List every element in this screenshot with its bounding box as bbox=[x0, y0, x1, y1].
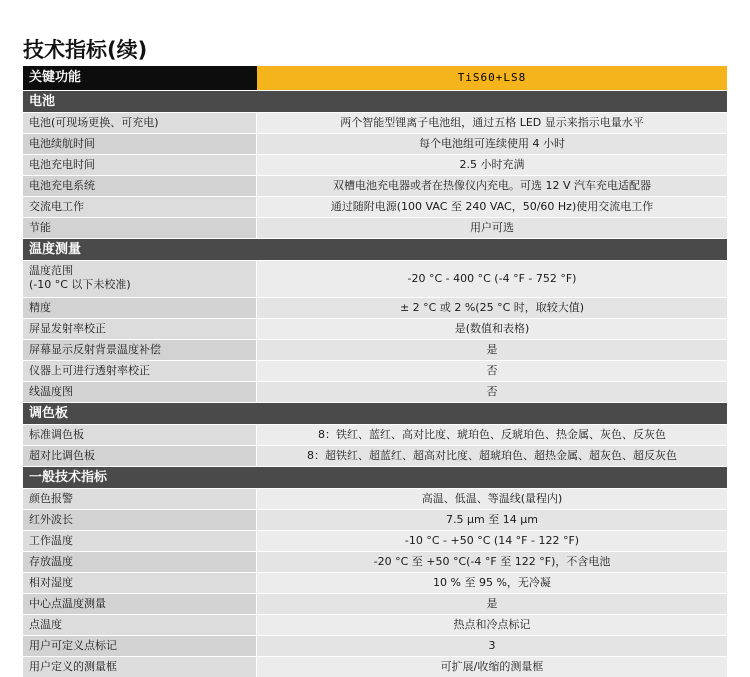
table-row bbox=[23, 424, 727, 445]
table-row bbox=[23, 154, 727, 175]
row-value: 否 bbox=[257, 361, 727, 381]
row-label bbox=[23, 261, 257, 297]
row-label: 交流电工作 bbox=[23, 197, 257, 217]
section-general bbox=[23, 488, 727, 677]
model-column-header: TiS60+LS8 bbox=[257, 66, 727, 90]
row-value: 热点和冷点标记 bbox=[257, 615, 727, 635]
row-value: 是(数值和表格) bbox=[257, 319, 727, 339]
row-label: 红外波长 bbox=[23, 510, 257, 530]
spec-table bbox=[23, 66, 727, 677]
row-label: 线温度图 bbox=[23, 382, 257, 402]
row-value: 是 bbox=[257, 594, 727, 614]
row-label: 超对比调色板 bbox=[23, 446, 257, 466]
page-title: 技术指标(续) bbox=[23, 38, 148, 62]
row-label-line: 温度范围 bbox=[29, 264, 73, 277]
section-header-palette: 调色板 bbox=[23, 402, 727, 424]
table-row bbox=[23, 260, 727, 297]
table-row bbox=[23, 635, 727, 656]
row-value: 8：铁红、蓝红、高对比度、琥珀色、反琥珀色、热金属、灰色、反灰色 bbox=[257, 425, 727, 445]
table-row bbox=[23, 656, 727, 677]
row-value: 2.5 小时充满 bbox=[257, 155, 727, 175]
row-label: 电池续航时间 bbox=[23, 134, 257, 154]
table-row bbox=[23, 551, 727, 572]
row-value: -20 °C - 400 °C (-4 °F - 752 °F) bbox=[257, 261, 727, 297]
table-header bbox=[23, 66, 727, 90]
section-header-temperature: 温度测量 bbox=[23, 238, 727, 260]
row-label: 用户可定义点标记 bbox=[23, 636, 257, 656]
table-row bbox=[23, 112, 727, 133]
row-label: 仪器上可进行透射率校正 bbox=[23, 361, 257, 381]
row-value: 8：超铁红、超蓝红、超高对比度、超琥珀色、超热金属、超灰色、超反灰色 bbox=[257, 446, 727, 466]
row-value: 两个智能型锂离子电池组，通过五格 LED 显示来指示电量水平 bbox=[257, 113, 727, 133]
row-value: 高温、低温、等温线(量程内) bbox=[257, 489, 727, 509]
section-battery bbox=[23, 112, 727, 238]
row-label: 工作温度 bbox=[23, 531, 257, 551]
row-value: 通过随附电源(100 VAC 至 240 VAC，50/60 Hz)使用交流电工作 bbox=[257, 197, 727, 217]
row-value: 双槽电池充电器或者在热像仪内充电。可选 12 V 汽车充电适配器 bbox=[257, 176, 727, 196]
row-label: 存放温度 bbox=[23, 552, 257, 572]
row-label: 电池充电系统 bbox=[23, 176, 257, 196]
row-label: 电池(可现场更换、可充电) bbox=[23, 113, 257, 133]
table-row bbox=[23, 488, 727, 509]
table-row bbox=[23, 593, 727, 614]
row-label: 相对湿度 bbox=[23, 573, 257, 593]
section-header-battery: 电池 bbox=[23, 90, 727, 112]
table-row bbox=[23, 360, 727, 381]
row-value: -20 °C 至 +50 °C(-4 °F 至 122 °F)，不含电池 bbox=[257, 552, 727, 572]
row-value: ± 2 °C 或 2 %(25 °C 时，取较大值) bbox=[257, 298, 727, 318]
row-label-note: (-10 °C 以下未校准) bbox=[29, 278, 131, 291]
table-row bbox=[23, 196, 727, 217]
table-row bbox=[23, 572, 727, 593]
row-value: -10 °C - +50 °C (14 °F - 122 °F) bbox=[257, 531, 727, 551]
table-row bbox=[23, 217, 727, 238]
feature-column-header: 关键功能 bbox=[23, 66, 257, 90]
row-label: 中心点温度测量 bbox=[23, 594, 257, 614]
section-header-general: 一般技术指标 bbox=[23, 466, 727, 488]
table-row bbox=[23, 318, 727, 339]
row-label: 屏显发射率校正 bbox=[23, 319, 257, 339]
row-label: 屏幕显示反射背景温度补偿 bbox=[23, 340, 257, 360]
row-value: 可扩展/收缩的测量框 bbox=[257, 657, 727, 677]
table-row bbox=[23, 133, 727, 154]
row-value: 用户可选 bbox=[257, 218, 727, 238]
row-label: 颜色报警 bbox=[23, 489, 257, 509]
table-row bbox=[23, 509, 727, 530]
row-label: 精度 bbox=[23, 298, 257, 318]
row-label: 电池充电时间 bbox=[23, 155, 257, 175]
row-label: 节能 bbox=[23, 218, 257, 238]
section-temperature bbox=[23, 260, 727, 402]
table-row bbox=[23, 530, 727, 551]
table-row bbox=[23, 381, 727, 402]
row-label: 点温度 bbox=[23, 615, 257, 635]
row-value: 3 bbox=[257, 636, 727, 656]
row-value: 10 % 至 95 %，无冷凝 bbox=[257, 573, 727, 593]
table-row bbox=[23, 175, 727, 196]
table-row bbox=[23, 614, 727, 635]
row-value: 每个电池组可连续使用 4 小时 bbox=[257, 134, 727, 154]
section-palette bbox=[23, 424, 727, 466]
table-row bbox=[23, 445, 727, 466]
table-row bbox=[23, 297, 727, 318]
row-label: 用户定义的测量框 bbox=[23, 657, 257, 677]
row-value: 是 bbox=[257, 340, 727, 360]
row-value: 7.5 μm 至 14 μm bbox=[257, 510, 727, 530]
table-row bbox=[23, 339, 727, 360]
row-value: 否 bbox=[257, 382, 727, 402]
row-label: 标准调色板 bbox=[23, 425, 257, 445]
